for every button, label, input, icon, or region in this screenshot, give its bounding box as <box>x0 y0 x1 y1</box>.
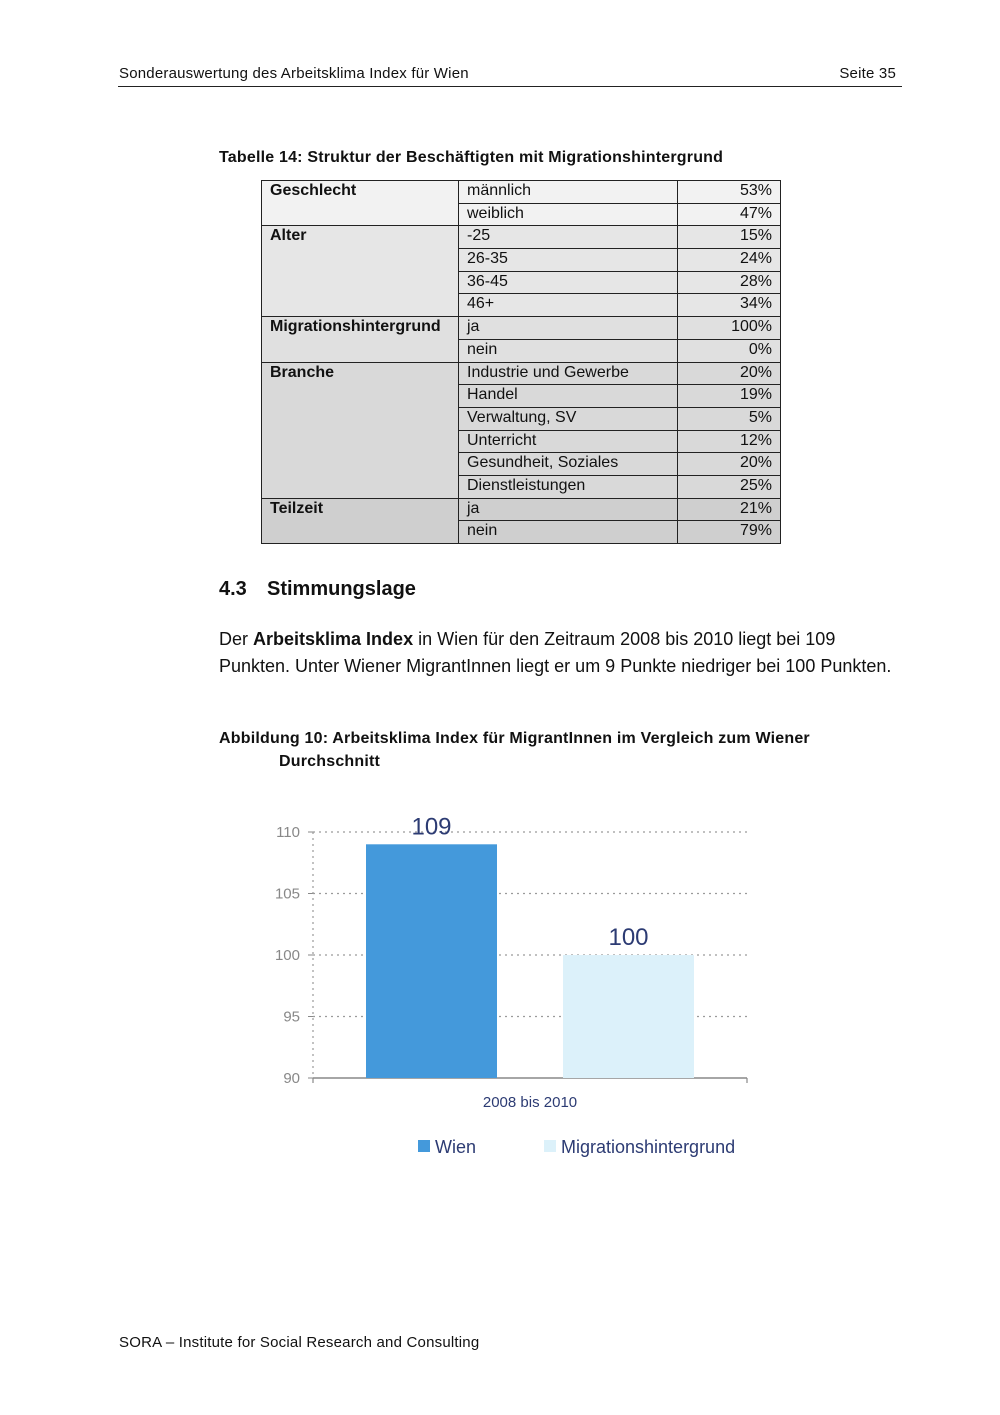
category-cell: Industrie und Gewerbe <box>459 362 678 385</box>
category-cell: 36-45 <box>459 271 678 294</box>
category-cell: 46+ <box>459 294 678 317</box>
value-cell: 12% <box>678 430 781 453</box>
category-cell: Verwaltung, SV <box>459 407 678 430</box>
category-cell: ja <box>459 498 678 521</box>
table-caption: Tabelle 14: Struktur der Beschäftigten mit Migrationshintergrund <box>219 149 724 166</box>
legend-swatch <box>544 1140 556 1152</box>
section-title: Stimmungslage <box>267 578 416 600</box>
y-tick-label: 95 <box>283 1008 300 1026</box>
value-cell: 28% <box>678 271 781 294</box>
y-tick-label: 105 <box>274 885 300 903</box>
paragraph-bold-term: Arbeitsklima Index <box>253 629 414 649</box>
category-cell: weiblich <box>459 203 678 226</box>
value-cell: 100% <box>678 317 781 340</box>
y-tick-label: 100 <box>274 947 300 964</box>
y-tick-label: 90 <box>283 1070 300 1087</box>
category-cell: Gesundheit, Soziales <box>459 453 678 476</box>
category-cell: ja <box>459 317 678 340</box>
legend-swatch <box>418 1140 430 1152</box>
bar-wien <box>366 844 497 1078</box>
value-cell: 25% <box>678 475 781 498</box>
value-cell: 20% <box>678 453 781 476</box>
group-label: Geschlecht <box>262 181 459 226</box>
legend-label: Wien <box>435 1137 477 1157</box>
category-cell: nein <box>459 521 678 544</box>
group-label: Migrationshintergrund <box>262 317 459 362</box>
category-cell: Handel <box>459 385 678 408</box>
value-cell: 24% <box>678 249 781 272</box>
y-tick-label: 110 <box>276 824 300 841</box>
value-cell: 5% <box>678 407 781 430</box>
document-title: Sonderauswertung des Arbeitsklima Index für Wien <box>119 65 469 82</box>
figure-caption-line1: Abbildung 10: Arbeitsklima Index für MigrantInnen im Vergleich zum Wiener <box>219 730 810 747</box>
page-footer: SORA – Institute for Social Research and Consulting <box>119 1334 480 1351</box>
data-label: 109 <box>411 813 452 841</box>
bar-migrationshintergrund <box>563 955 694 1078</box>
category-cell: Unterricht <box>459 430 678 453</box>
value-cell: 53% <box>678 181 781 204</box>
value-cell: 34% <box>678 294 781 317</box>
category-cell: 26-35 <box>459 249 678 272</box>
paragraph-lead: Der <box>219 629 254 649</box>
value-cell: 79% <box>678 521 781 544</box>
value-cell: 21% <box>678 498 781 521</box>
category-cell: nein <box>459 339 678 362</box>
value-cell: 0% <box>678 339 781 362</box>
value-cell: 47% <box>678 203 781 226</box>
page-number: Seite 35 <box>839 65 896 82</box>
figure-caption-line2: Durchschnitt <box>279 753 381 770</box>
group-label: Branche <box>262 362 459 498</box>
section-number: 4.3 <box>219 578 247 600</box>
category-cell: Dienstleistungen <box>459 475 678 498</box>
value-cell: 15% <box>678 226 781 249</box>
value-cell: 19% <box>678 385 781 408</box>
x-category-label: 2008 bis 2010 <box>482 1094 578 1111</box>
category-cell: -25 <box>459 226 678 249</box>
value-cell: 20% <box>678 362 781 385</box>
legend-label: Migrationshintergrund <box>561 1137 736 1157</box>
paragraph-rest: in Wien für den Zeitraum 2008 bis 2010 liegt bei 109 Punkten. Unter Wiener MigrantInnen liegt er um 9 Punkte niedriger bei 100 Punkten. <box>219 629 892 676</box>
group-label: Teilzeit <box>262 498 459 543</box>
group-label: Alter <box>262 226 459 317</box>
category-cell: männlich <box>459 181 678 204</box>
data-label: 100 <box>608 924 649 951</box>
